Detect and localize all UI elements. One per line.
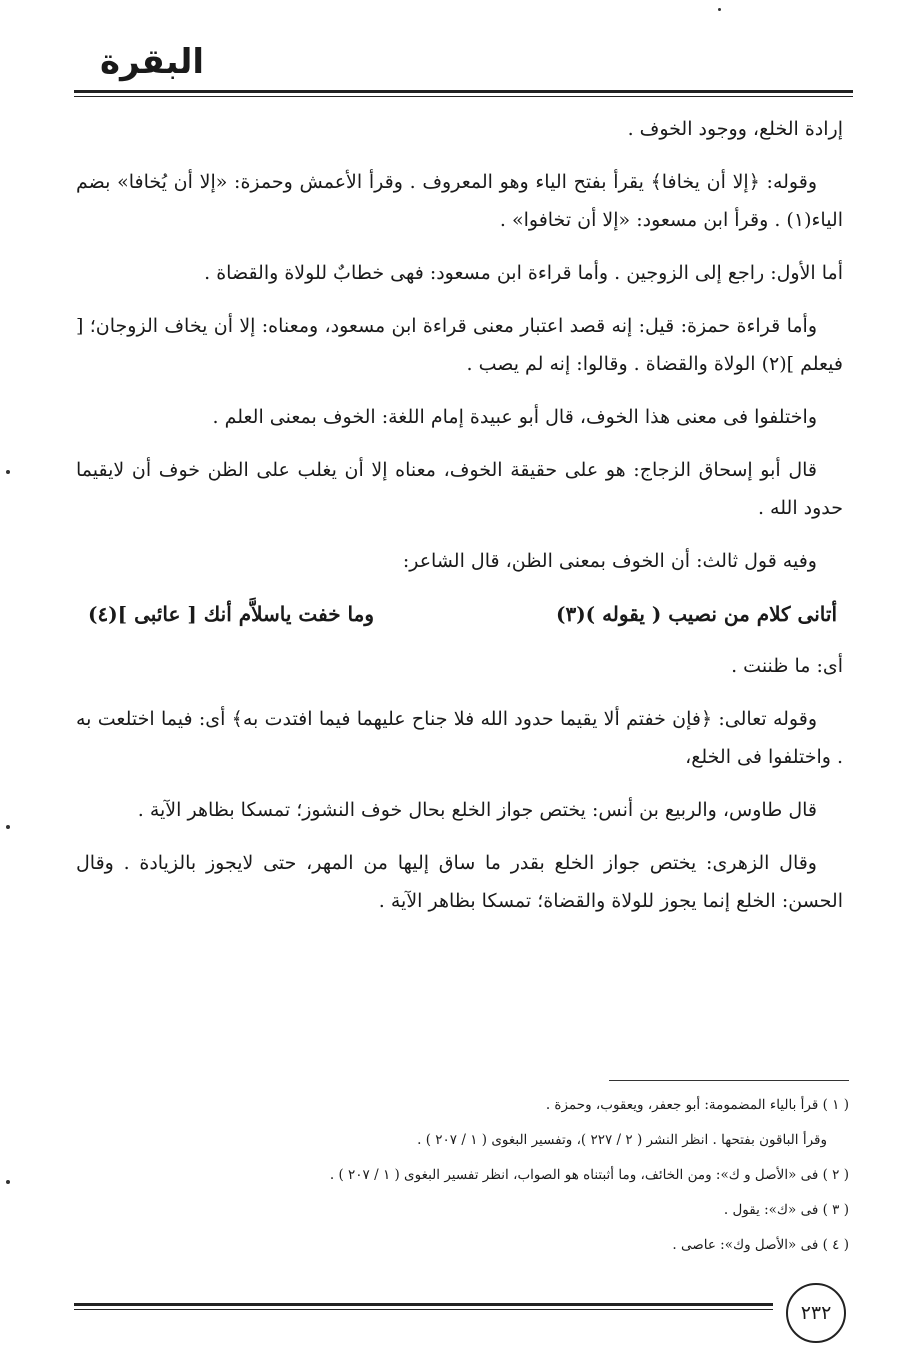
footnote: ( ١ ) قرأ بالياء المضمومة: أبو جعفر، ويعقوب، وحمزة . <box>545 1097 849 1113</box>
paragraph: وأما قراءة حمزة: قيل: إنه قصد اعتبار معنى قراءة ابن مسعود، ومعناه: إلا أن يخاف الزوجان؛ [ فيعلم ](٢) الولاة والقضاة . وقالوا: إنه لم يصب . <box>76 315 843 375</box>
scan-mark <box>718 8 721 11</box>
paragraph: قال أبو إسحاق الزجاج: هو على حقيقة الخوف، معناه إلا أن يغلب على الظن خوف أن لايقيما حدود الله . <box>76 459 843 519</box>
footnote-separator <box>609 1080 849 1081</box>
paragraph: وقوله: ﴿إلا أن يخافا﴾ يقرأ بفتح الياء وهو المعروف . وقرأ الأعمش وحمزة: «إلا أن يُخافا» بضم الياء(١) . وقرأ ابن مسعود: «إلا أن تخافوا» . <box>76 171 843 231</box>
paragraph: أما الأول: راجع إلى الزوجين . وأما قراءة ابن مسعود: فهى خطابٌ للولاة والقضاة . <box>204 262 843 284</box>
footnote: ( ٣ ) فى «ك»: يقول . <box>723 1202 849 1218</box>
poetry-verse <box>76 595 843 633</box>
paragraph: واختلفوا فى معنى هذا الخوف، قال أبو عبيدة إمام اللغة: الخوف بمعنى العلم . <box>212 406 817 428</box>
footnote-continuation: وقرأ الباقون بفتحها . انظر النشر ( ٢ / ٢٢٧ )، وتفسير البغوى ( ١ / ٢٠٧ ) . <box>417 1132 827 1148</box>
footer-rule-thick <box>74 1303 773 1306</box>
scan-mark <box>6 825 10 829</box>
paragraph: وقال الزهرى: يختص جواز الخلع بقدر ما ساق إليها من المهر، حتى لايجوز بالزيادة . وقال الحسن: الخلع إنما يجوز للولاة والقضاة؛ تمسكا بظاهر الآية . <box>76 852 843 912</box>
page-number-circle <box>786 1283 846 1343</box>
running-header-title: البقرة <box>100 42 204 82</box>
page-number: ٢٣٢ <box>800 1302 832 1324</box>
paragraph: إرادة الخلع، ووجود الخوف . <box>627 118 843 140</box>
footnotes <box>76 1088 849 1263</box>
scan-mark <box>6 1180 10 1184</box>
paragraph: وفيه قول ثالث: أن الخوف بمعنى الظن، قال الشاعر: <box>402 550 817 572</box>
header-rule-thin <box>74 96 853 97</box>
footer-rule-thin <box>74 1309 773 1310</box>
footnote: ( ٤ ) فى «الأصل وك»: عاصى . <box>672 1237 849 1253</box>
paragraph: أى: ما ظننت . <box>731 655 843 677</box>
verse-first-hemistich: أتانى كلام من نصيب ( يقوله )(٣) <box>555 602 837 626</box>
header-rule-thick <box>74 90 853 93</box>
footnote: ( ٢ ) فى «الأصل و ك»: ومن الخائف، وما أثبتناه هو الصواب، انظر تفسير البغوى ( ١ / ٢٠٧ ) . <box>329 1167 849 1183</box>
verse-second-hemistich: وما خفت ياسلاَّم أنك [ عائبى ](٤) <box>88 602 374 626</box>
paragraph: وقوله تعالى: ﴿فإن خفتم ألا يقيما حدود الله فلا جناح عليهما فيما افتدت به﴾ أى: فيما اختلعت به . واختلفوا فى الخلع، <box>76 708 843 768</box>
paragraph: قال طاوس، والربيع بن أنس: يختص جواز الخلع بحال خوف النشوز؛ تمسكا بظاهر الآية . <box>137 799 817 821</box>
main-text <box>76 110 843 935</box>
scan-mark <box>6 470 10 474</box>
